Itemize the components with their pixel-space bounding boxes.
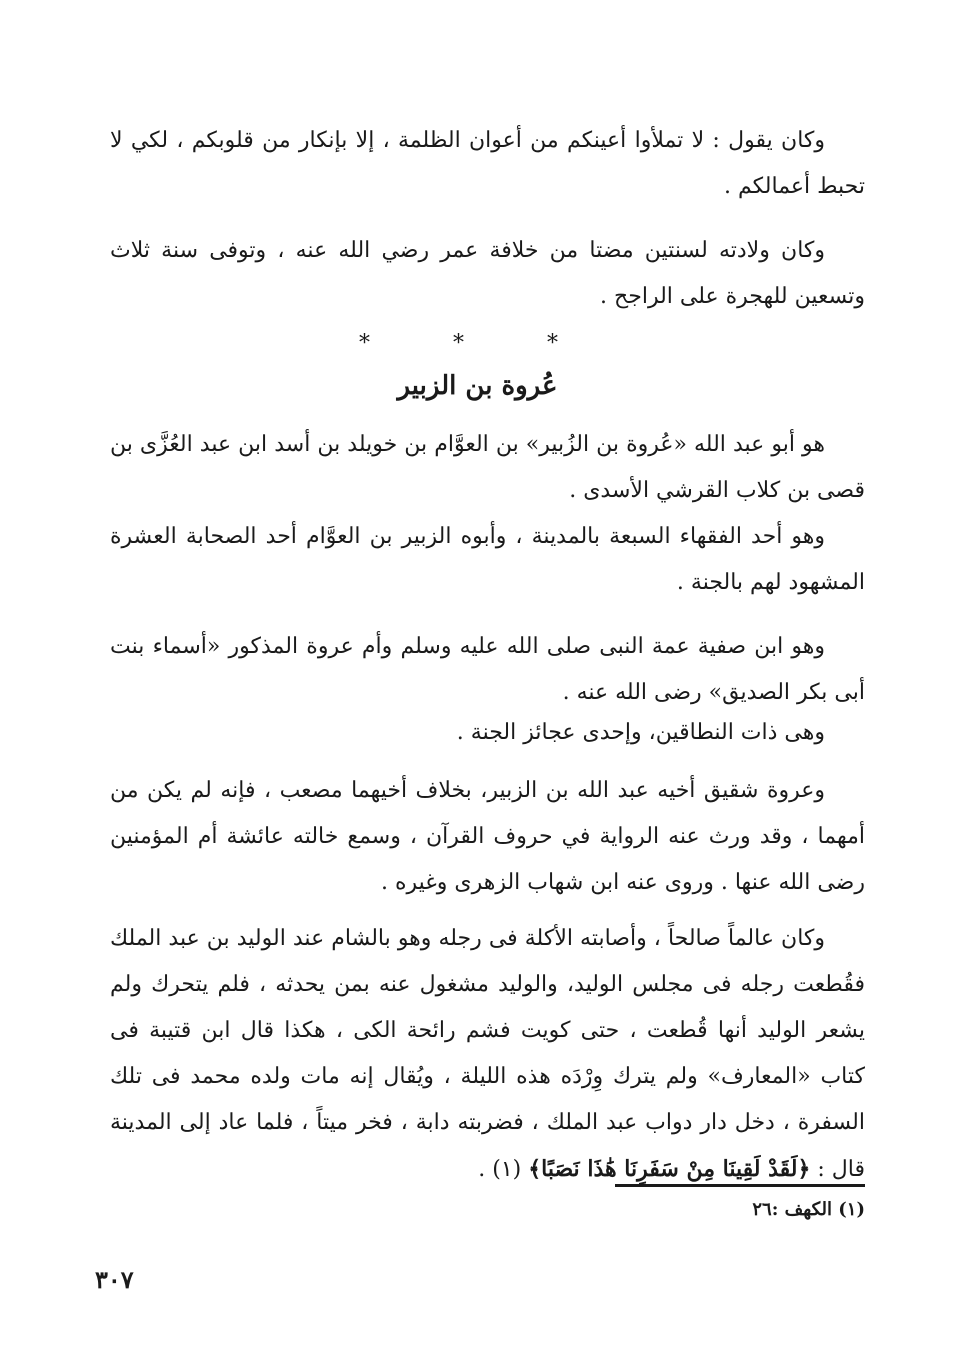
section-heading: عُروة بن الزبير xyxy=(397,371,558,401)
text-block-body xyxy=(110,422,865,1193)
paragraph-2: وكان ولادته لسنتين مضتا من خلافة عمر رضي الله عنه ، وتوفى سنة ثلاث وتسعين للهجرة على الراجح . xyxy=(110,238,865,309)
paragraph-6-text: وكان عالماً صالحاً ، وأصابته الأكلة فى رجله وهو بالشام عند الوليد بن عبد الملك فقُطعت رجله فى مجلس الوليد، والوليد مشغول عنه بمن يحدثه ، فلم يتحرك ولم يشعر الوليد أنها قُطعت ، حتى كويت فشم رائحة الكى ، هكذا قال ابن قتيبة فى كتاب «المعارف» ولم يترك وِرْدَه هذه الليلة ، ويُقال إنه مات ولده محمد فى تلك السفرة ، دخل دار دواب عبد الملك ، فضربته دابة ، فخر ميتاً ، فلما عاد إلى المدينة قال : xyxy=(110,926,865,1182)
section-ornament: * * * xyxy=(359,331,596,356)
footnote: (١) الكهف :٢٦ xyxy=(752,1199,865,1220)
footnote-rule xyxy=(615,1184,865,1187)
paragraph-1: وكان يقول : لا تملأوا أعينكم من أعوان الظلمة ، إلا بإنكار من قلوبكم ، لكي لا تحبط أعمالكم . xyxy=(110,128,865,199)
page-number: ٣٠٧ xyxy=(95,1265,134,1294)
paragraph-4b: وهى ذات النطاقين، وإحدى عجائز الجنة . xyxy=(456,720,825,745)
paragraph-3a: هو أبو عبد الله «عُروة بن الزُبير» بن العوَّام بن خويلد بن أسد ابن عبد العُزَّى بن قصى بن كلاب القرشي الأسدى . xyxy=(110,432,865,503)
paragraph-4a: وهو ابن صفية عمة النبى صلى الله عليه وسلم وأم عروة المذكور «أسماء بنت أبى بكر الصديق» رضى الله عنه . xyxy=(110,634,865,705)
paragraph-3b: وهو أحد الفقهاء السبعة بالمدينة ، وأبوه الزبير بن العوَّام أحد الصحابة العشرة المشهود لهم بالجنة . xyxy=(110,524,865,595)
footnote-marker: (١) . xyxy=(478,1157,522,1182)
quran-quote: ﴿لَقَدْ لَقِينَا مِنْ سَفَرِنَا هَٰذَا نَصَبًا﴾ xyxy=(528,1156,811,1182)
paragraph-6 xyxy=(110,916,865,1193)
text-block-top xyxy=(110,118,865,320)
paragraph-5: وعروة شقيق أخيه عبد الله بن الزبير، بخلاف أخيهما مصعب ، فإنه لم يكن من أمهما ، وقد ورث عنه الرواية في حروف القرآن ، وسمع خالته عائشة أم المؤمنين رضى الله عنها . وروى عنه ابن شهاب الزهرى وغيره . xyxy=(110,778,865,895)
